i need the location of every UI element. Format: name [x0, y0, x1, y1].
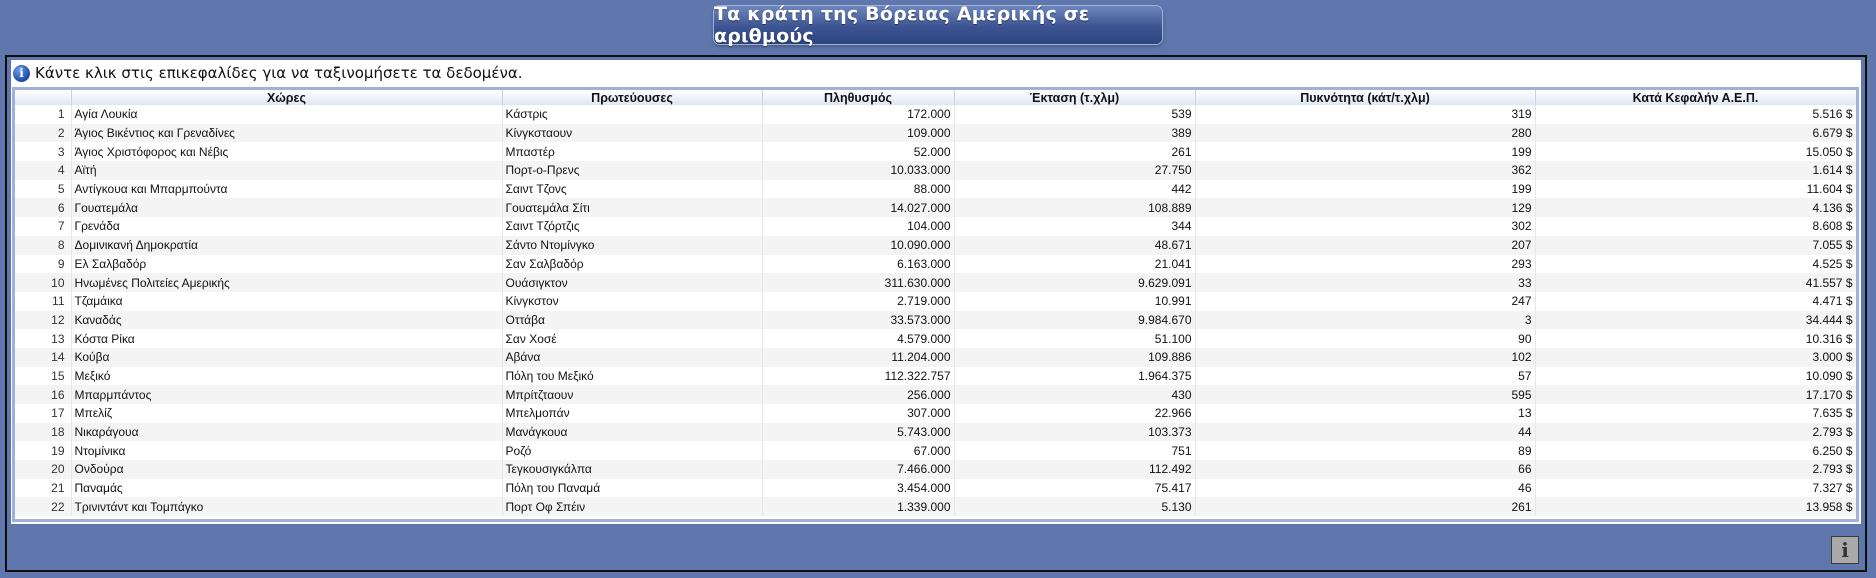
cell-gdp-per-capita: 7.055 $ [1535, 236, 1856, 255]
cell-gdp-per-capita: 2.793 $ [1535, 460, 1856, 479]
cell-area: 21.041 [954, 255, 1195, 274]
table-row[interactable] [15, 385, 1856, 404]
cell-density: 57 [1195, 367, 1535, 386]
cell-area: 22.966 [954, 404, 1195, 423]
row-index: 8 [15, 236, 71, 255]
table-row[interactable] [15, 367, 1856, 386]
cell-area: 430 [954, 385, 1195, 404]
info-icon: i [1841, 538, 1849, 562]
cell-population: 67.000 [762, 441, 954, 460]
cell-gdp-per-capita: 8.608 $ [1535, 217, 1856, 236]
cell-capital: Κίνγκσταουν [502, 124, 762, 143]
row-index: 18 [15, 423, 71, 442]
table-row[interactable] [15, 217, 1856, 236]
cell-country: Παναμάς [71, 479, 502, 498]
cell-area: 112.492 [954, 460, 1195, 479]
cell-country: Καναδάς [71, 311, 502, 330]
cell-country: Ντομίνικα [71, 441, 502, 460]
cell-population: 1.339.000 [762, 497, 954, 516]
table-row[interactable] [15, 311, 1856, 330]
cell-capital: Πορτ Οφ Σπέιν [502, 497, 762, 516]
page-title: Τα κράτη της Βόρειας Αμερικής σε αριθμούς [714, 3, 1090, 47]
cell-gdp-per-capita: 7.327 $ [1535, 479, 1856, 498]
row-index: 5 [15, 180, 71, 199]
cell-gdp-per-capita: 6.250 $ [1535, 441, 1856, 460]
table-row[interactable] [15, 124, 1856, 143]
cell-capital: Μπελμοπάν [502, 404, 762, 423]
content-panel [11, 60, 1861, 524]
cell-density: 319 [1195, 105, 1535, 124]
table-row[interactable] [15, 161, 1856, 180]
main-frame [5, 55, 1867, 572]
cell-area: 1.964.375 [954, 367, 1195, 386]
cell-gdp-per-capita: 15.050 $ [1535, 142, 1856, 161]
cell-density: 595 [1195, 385, 1535, 404]
cell-capital: Σαν Χοσέ [502, 329, 762, 348]
cell-population: 311.630.000 [762, 273, 954, 292]
cell-population: 10.033.000 [762, 161, 954, 180]
cell-capital: Ουάσιγκτον [502, 273, 762, 292]
cell-gdp-per-capita: 10.090 $ [1535, 367, 1856, 386]
cell-density: 33 [1195, 273, 1535, 292]
cell-density: 302 [1195, 217, 1535, 236]
cell-area: 442 [954, 180, 1195, 199]
row-index: 13 [15, 329, 71, 348]
sort-hint-text: Κάντε κλικ στις επικεφαλίδες για να ταξινομήσετε τα δεδομένα. [35, 64, 523, 82]
cell-gdp-per-capita: 34.444 $ [1535, 311, 1856, 330]
cell-population: 33.573.000 [762, 311, 954, 330]
table-row[interactable] [15, 105, 1856, 124]
cell-population: 6.163.000 [762, 255, 954, 274]
row-index: 3 [15, 142, 71, 161]
cell-population: 3.454.000 [762, 479, 954, 498]
cell-gdp-per-capita: 17.170 $ [1535, 385, 1856, 404]
cell-capital: Πόλη του Παναμά [502, 479, 762, 498]
table-row[interactable] [15, 292, 1856, 311]
cell-area: 75.417 [954, 479, 1195, 498]
cell-density: 247 [1195, 292, 1535, 311]
cell-capital: Οττάβα [502, 311, 762, 330]
info-button[interactable] [1831, 536, 1859, 564]
cell-capital: Μπρίτζταουν [502, 385, 762, 404]
cell-area: 51.100 [954, 329, 1195, 348]
column-header-density[interactable]: Πυκνότητα (κάτ/τ.χλμ) [1195, 90, 1535, 105]
row-index: 2 [15, 124, 71, 143]
cell-density: 3 [1195, 311, 1535, 330]
row-index: 9 [15, 255, 71, 274]
cell-country: Νικαράγουα [71, 423, 502, 442]
cell-population: 4.579.000 [762, 329, 954, 348]
cell-gdp-per-capita: 13.958 $ [1535, 497, 1856, 516]
cell-capital: Σαν Σαλβαδόρ [502, 255, 762, 274]
cell-capital: Μπαστέρ [502, 142, 762, 161]
cell-density: 66 [1195, 460, 1535, 479]
cell-gdp-per-capita: 7.635 $ [1535, 404, 1856, 423]
row-index: 14 [15, 348, 71, 367]
cell-area: 5.130 [954, 497, 1195, 516]
cell-density: 261 [1195, 497, 1535, 516]
cell-area: 9.984.670 [954, 311, 1195, 330]
table-row[interactable] [15, 404, 1856, 423]
cell-capital: Ροζό [502, 441, 762, 460]
cell-country: Δομινικανή Δημοκρατία [71, 236, 502, 255]
cell-population: 112.322.757 [762, 367, 954, 386]
cell-area: 10.991 [954, 292, 1195, 311]
row-index: 17 [15, 404, 71, 423]
cell-area: 539 [954, 105, 1195, 124]
cell-capital: Αβάνα [502, 348, 762, 367]
row-index: 16 [15, 385, 71, 404]
data-table-container[interactable] [12, 87, 1859, 522]
cell-population: 88.000 [762, 180, 954, 199]
cell-gdp-per-capita: 10.316 $ [1535, 329, 1856, 348]
row-index: 12 [15, 311, 71, 330]
cell-country: Αντίγκουα και Μπαρμπούντα [71, 180, 502, 199]
column-header-capitals[interactable]: Πρωτεύουσες [502, 90, 762, 105]
cell-population: 2.719.000 [762, 292, 954, 311]
cell-population: 109.000 [762, 124, 954, 143]
column-header-population[interactable]: Πληθυσμός [762, 90, 954, 105]
cell-density: 89 [1195, 441, 1535, 460]
row-index: 6 [15, 198, 71, 217]
cell-area: 389 [954, 124, 1195, 143]
cell-area: 108.889 [954, 198, 1195, 217]
row-index: 4 [15, 161, 71, 180]
cell-area: 751 [954, 441, 1195, 460]
cell-country: Μπελίζ [71, 404, 502, 423]
cell-country: Αϊτή [71, 161, 502, 180]
table-row[interactable] [15, 329, 1856, 348]
table-row[interactable] [15, 255, 1856, 274]
cell-population: 104.000 [762, 217, 954, 236]
cell-capital: Γουατεμάλα Σίτι [502, 198, 762, 217]
cell-population: 7.466.000 [762, 460, 954, 479]
sort-hint [13, 61, 523, 85]
table-row[interactable] [15, 180, 1856, 199]
cell-density: 46 [1195, 479, 1535, 498]
table-row[interactable] [15, 423, 1856, 442]
cell-country: Ελ Σαλβαδόρ [71, 255, 502, 274]
table-row[interactable] [15, 479, 1856, 498]
column-header-gdp-per-capita[interactable]: Κατά Κεφαλήν Α.Ε.Π. [1535, 90, 1856, 105]
cell-area: 109.886 [954, 348, 1195, 367]
cell-country: Άγιος Χριστόφορος και Νέβις [71, 142, 502, 161]
cell-density: 293 [1195, 255, 1535, 274]
cell-country: Γουατεμάλα [71, 198, 502, 217]
row-index: 19 [15, 441, 71, 460]
column-header-index [15, 90, 71, 105]
row-index: 1 [15, 105, 71, 124]
cell-area: 261 [954, 142, 1195, 161]
table-header-row [15, 90, 1856, 105]
cell-population: 52.000 [762, 142, 954, 161]
cell-gdp-per-capita: 11.604 $ [1535, 180, 1856, 199]
cell-density: 102 [1195, 348, 1535, 367]
cell-gdp-per-capita: 6.679 $ [1535, 124, 1856, 143]
table-row[interactable] [15, 460, 1856, 479]
cell-capital: Σαιντ Τζονς [502, 180, 762, 199]
cell-density: 129 [1195, 198, 1535, 217]
cell-area: 48.671 [954, 236, 1195, 255]
cell-country: Κούβα [71, 348, 502, 367]
title-banner [714, 3, 1162, 47]
cell-country: Γρενάδα [71, 217, 502, 236]
cell-capital: Τεγκουσιγκάλπα [502, 460, 762, 479]
cell-country: Ηνωμένες Πολιτείες Αμερικής [71, 273, 502, 292]
cell-density: 90 [1195, 329, 1535, 348]
cell-density: 280 [1195, 124, 1535, 143]
row-index: 15 [15, 367, 71, 386]
table-row[interactable] [15, 198, 1856, 217]
cell-population: 5.743.000 [762, 423, 954, 442]
cell-density: 199 [1195, 180, 1535, 199]
cell-gdp-per-capita: 5.516 $ [1535, 105, 1856, 124]
cell-capital: Πόλη του Μεξικό [502, 367, 762, 386]
cell-density: 44 [1195, 423, 1535, 442]
cell-capital: Μανάγκουα [502, 423, 762, 442]
cell-area: 27.750 [954, 161, 1195, 180]
row-index: 21 [15, 479, 71, 498]
row-index: 11 [15, 292, 71, 311]
cell-population: 14.027.000 [762, 198, 954, 217]
cell-gdp-per-capita: 2.793 $ [1535, 423, 1856, 442]
cell-country: Κόστα Ρίκα [71, 329, 502, 348]
column-header-area[interactable]: Έκταση (τ.χλμ) [954, 90, 1195, 105]
table-row[interactable] [15, 348, 1856, 367]
row-index: 20 [15, 460, 71, 479]
cell-density: 362 [1195, 161, 1535, 180]
cell-area: 344 [954, 217, 1195, 236]
cell-capital: Σάντο Ντομίνγκο [502, 236, 762, 255]
cell-gdp-per-capita: 41.557 $ [1535, 273, 1856, 292]
cell-country: Μεξικό [71, 367, 502, 386]
cell-country: Μπαρμπάντος [71, 385, 502, 404]
cell-population: 256.000 [762, 385, 954, 404]
cell-country: Τζαμάικα [71, 292, 502, 311]
cell-density: 199 [1195, 142, 1535, 161]
cell-capital: Σαιντ Τζόρτζις [502, 217, 762, 236]
cell-country: Ονδούρα [71, 460, 502, 479]
cell-capital: Πορτ-ο-Πρενς [502, 161, 762, 180]
countries-table [15, 90, 1857, 516]
column-header-countries[interactable]: Χώρες [71, 90, 502, 105]
cell-gdp-per-capita: 4.471 $ [1535, 292, 1856, 311]
cell-population: 10.090.000 [762, 236, 954, 255]
cell-capital: Κάστρις [502, 105, 762, 124]
cell-population: 172.000 [762, 105, 954, 124]
cell-country: Τρινιντάντ και Τομπάγκο [71, 497, 502, 516]
table-row[interactable] [15, 142, 1856, 161]
cell-population: 11.204.000 [762, 348, 954, 367]
cell-gdp-per-capita: 4.525 $ [1535, 255, 1856, 274]
cell-density: 13 [1195, 404, 1535, 423]
cell-gdp-per-capita: 1.614 $ [1535, 161, 1856, 180]
cell-gdp-per-capita: 3.000 $ [1535, 348, 1856, 367]
table-body [15, 105, 1856, 516]
cell-density: 207 [1195, 236, 1535, 255]
cell-capital: Κίνγκστον [502, 292, 762, 311]
row-index: 10 [15, 273, 71, 292]
cell-area: 103.373 [954, 423, 1195, 442]
row-index: 7 [15, 217, 71, 236]
row-index: 22 [15, 497, 71, 516]
cell-gdp-per-capita: 4.136 $ [1535, 198, 1856, 217]
table-row[interactable] [15, 497, 1856, 516]
cell-area: 9.629.091 [954, 273, 1195, 292]
cell-country: Άγιος Βικέντιος και Γρεναδίνες [71, 124, 502, 143]
cell-population: 307.000 [762, 404, 954, 423]
info-icon: i [13, 65, 30, 82]
cell-country: Αγία Λουκία [71, 105, 502, 124]
table-row[interactable] [15, 441, 1856, 460]
table-row[interactable] [15, 236, 1856, 255]
table-row[interactable] [15, 273, 1856, 292]
